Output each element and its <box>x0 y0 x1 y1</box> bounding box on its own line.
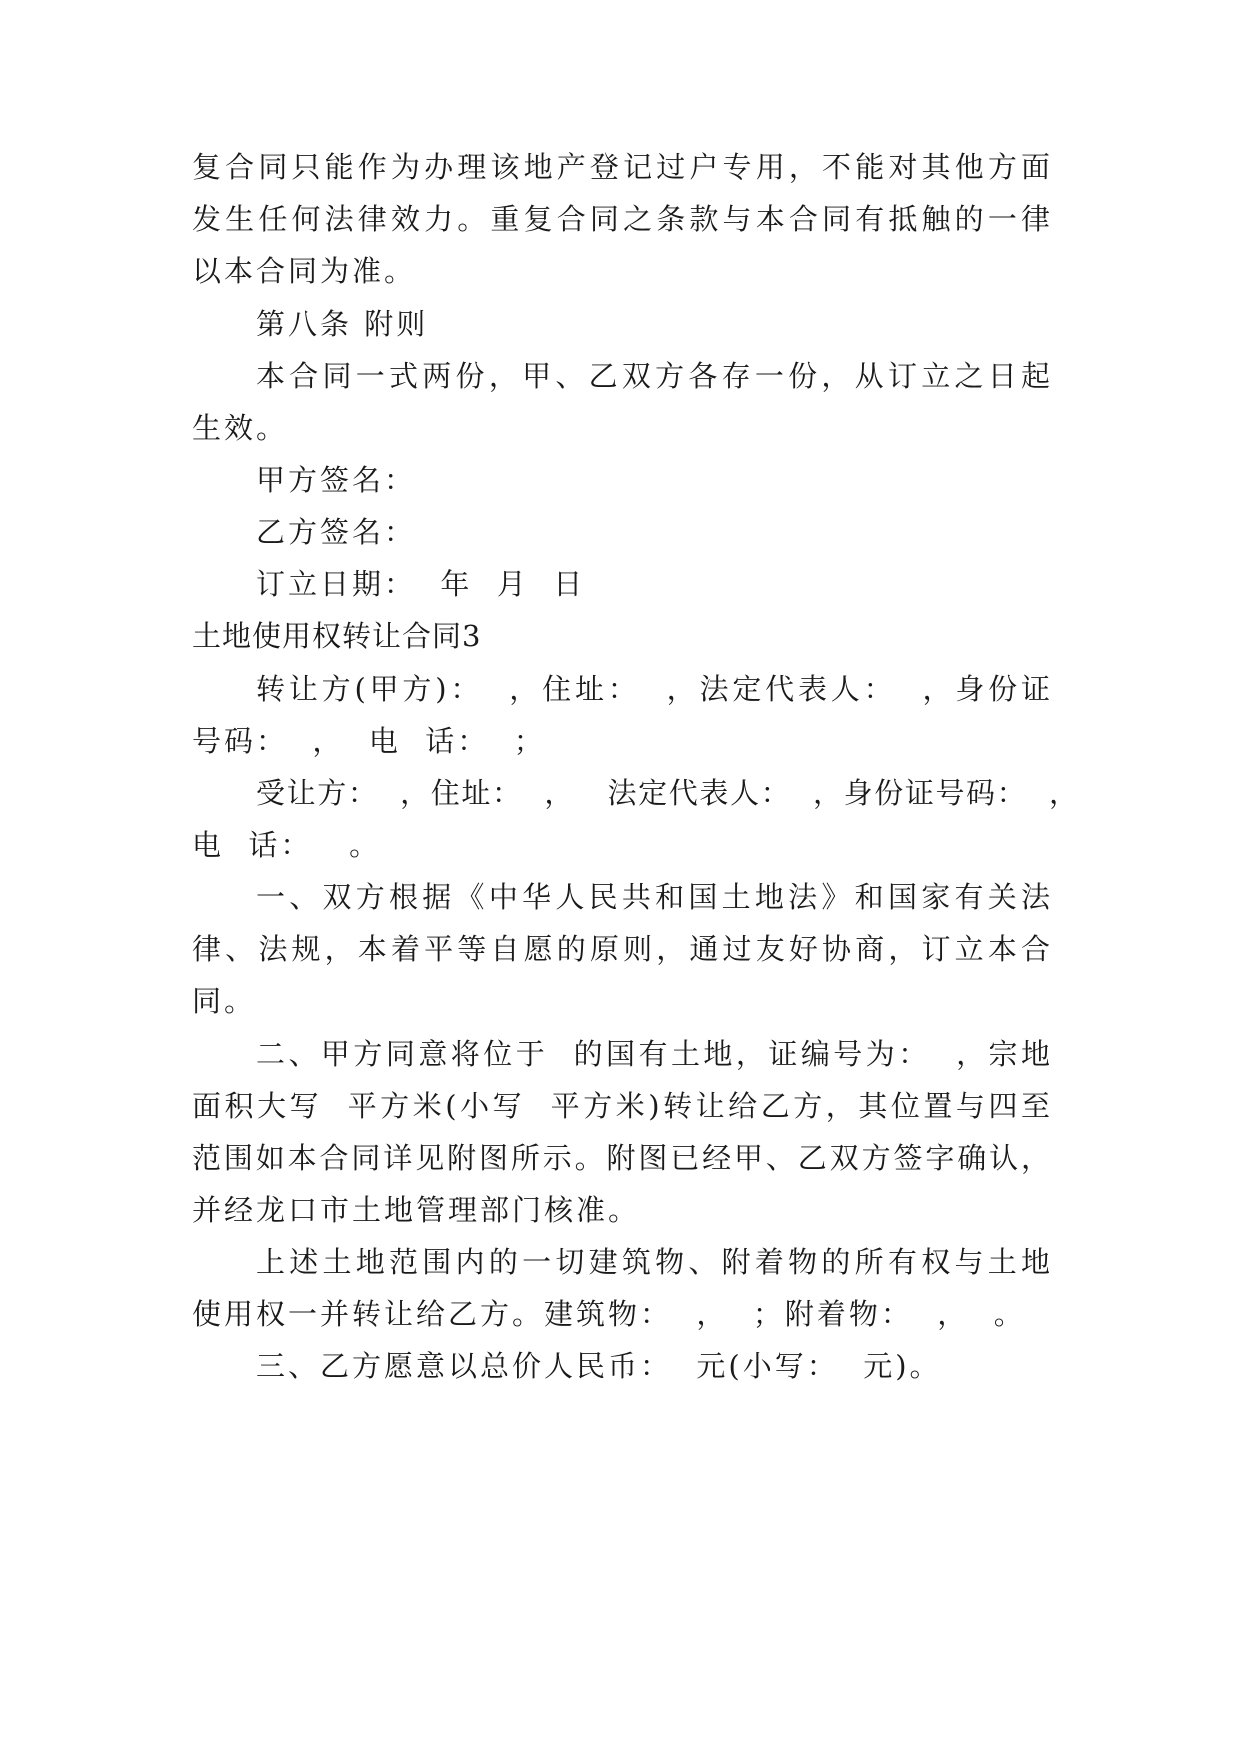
text-line: 电 话： 。 <box>192 828 382 862</box>
text-line: 并经龙口市土地管理部门核准。 <box>192 1193 641 1227</box>
text-line: 复合同只能作为办理该地产登记过户专用，不能对其他方面 <box>192 150 1050 184</box>
text-line: 使用权一并转让给乙方。建筑物： ， ；附着物： ， 。 <box>192 1297 1026 1331</box>
text-line: 一、双方根据《中华人民共和国土地法》和国家有关法 <box>256 880 1050 914</box>
text-line: 二、甲方同意将位于 的国有土地，证编号为： ，宗地 <box>256 1037 1050 1071</box>
signature-line-party-b: 乙方签名： <box>256 515 417 549</box>
text-line: 生效。 <box>192 411 289 445</box>
section-heading: 第八条 附则 <box>256 307 429 341</box>
text-line: 范围如本合同详见附图所示。附图已经甲、乙双方签字确认， <box>192 1141 1050 1175</box>
text-line: 以本合同为准。 <box>192 254 417 288</box>
text-line: 三、乙方愿意以总价人民币： 元(小写： 元)。 <box>256 1349 942 1383</box>
text-line: 同。 <box>192 984 257 1018</box>
text-line: 律、法规，本着平等自愿的原则，通过友好协商，订立本合 <box>192 932 1050 966</box>
text-line: 上述土地范围内的一切建筑物、附着物的所有权与土地 <box>256 1245 1050 1279</box>
signature-line-party-a: 甲方签名： <box>256 463 417 497</box>
text-line: 号码： ， 电 话： ； <box>192 724 546 758</box>
sign-date-line: 订立日期： 年 月 日 <box>256 567 586 601</box>
text-line: 受让方： ，住址： ， 法定代表人： ，身份证号码： ， <box>256 776 1078 810</box>
contract-title: 土地使用权转让合同3 <box>192 619 482 653</box>
text-line: 本合同一式两份，甲、乙双方各存一份，从订立之日起 <box>256 359 1050 393</box>
text-line: 发生任何法律效力。重复合同之条款与本合同有抵触的一律 <box>192 202 1050 236</box>
text-line: 面积大写 平方米(小写 平方米)转让给乙方，其位置与四至 <box>192 1089 1050 1123</box>
text-line: 转让方(甲方)： ，住址： ，法定代表人： ，身份证 <box>256 672 1050 706</box>
